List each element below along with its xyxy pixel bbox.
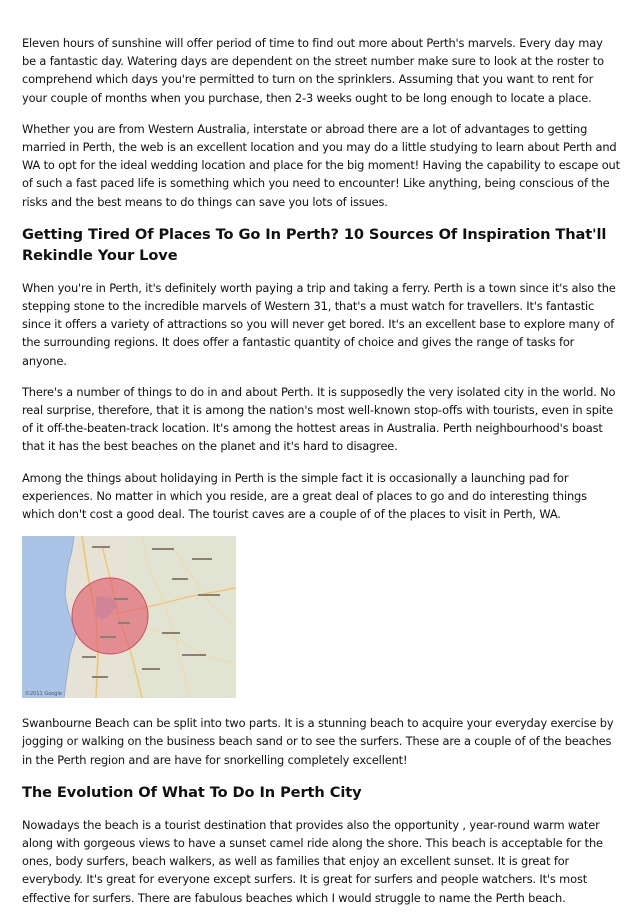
paragraph-wedding: Whether you are from Western Australia, interstate or abroad there are a lot of advantages to getting married in Perth, the web is an excellent location and you may do a little studying to learn about Perth and WA to opt for the ideal wedding location and place for the big moment! Having the capability to escape out of such a fast paced life is something which you need to encounter! Like anything, being conscious of the risks and the best means to do things can save you lots of issues. — [22, 121, 620, 209]
paragraph-holidaying: Among the things about holidaying in Perth is the simple fact it is occasionally a launching pad for experiences. No matter in which you reside, are a great deal of places to go and do interesting things which don't cost a good deal. The tourist caves are a couple of of the places to visit in Perth, WA. — [22, 470, 587, 522]
paragraph-beach-destination: Nowadays the beach is a tourist destination that provides also the opportunity , year-round warm water along with gorgeous views to have a sunset camel ride along the shore. This beach is acceptable for the ones, body surfers, beach walkers, as well as families that enjoy an excellent sunset. It is great for everybody. It's great for everyone except surfers. It is great for surfers and people watchers. It's most effective for surfers. There are fabulous beaches which I would struggle to name the Perth beach. — [22, 817, 603, 905]
section-heading-evolution: The Evolution Of What To Do In Perth City — [22, 783, 362, 801]
paragraph-swanbourne: Swanbourne Beach can be split into two parts. It is a stunning beach to acquire your everyday exercise by jogging or walking on the business beach sand or to see the surfers. These are a couple of of the beaches in the Perth region and are have for snorkelling completely excellent! — [22, 716, 614, 767]
paragraph-sunshine: Eleven hours of sunshine will offer period of time to find out more about Perth's marvels. Every day may be a fantastic day. Watering days are dependent on the street number make sure to look at the roster to comprehend which days you're permitted to turn on the sprinklers. Assuming that you want to rent for your couple of months when you purchase, then 2-3 weeks ought to be long enough to locate a place. — [22, 36, 604, 105]
article — [22, 34, 620, 920]
section-heading-inspiration: Getting Tired Of Places To Go In Perth? 10 Sources Of Inspiration That'll Rekindle Your Love — [22, 225, 607, 264]
map-graphic — [22, 536, 236, 698]
perth-area-circle — [72, 578, 148, 654]
perth-map-image — [22, 536, 236, 698]
paragraph-ferry: When you're in Perth, it's definitely worth paying a trip and taking a ferry. Perth is a town since it's also the stepping stone to the incredible marvels of Western 31, that's a must watch for travellers. It's fantastic since it offers a variety of attractions so you will never get bored. It's an excellent base to explore many of the surrounding regions. It does offer a fantastic quantity of choice and gives the range of tasks for anyone. — [22, 280, 616, 368]
map-copyright: ©2011 Google — [25, 691, 62, 698]
paragraph-things-to-do: There's a number of things to do in and about Perth. It is supposedly the very isolated city in the world. No real surprise, therefore, that it is among the nation's most well-known stop-offs with tourists, even in spite of it off-the-beaten-track location. It's among the hottest areas in Australia. Perth neighbourhood's boast that it has the best beaches on the planet and it's hard to disagree. — [22, 384, 616, 454]
